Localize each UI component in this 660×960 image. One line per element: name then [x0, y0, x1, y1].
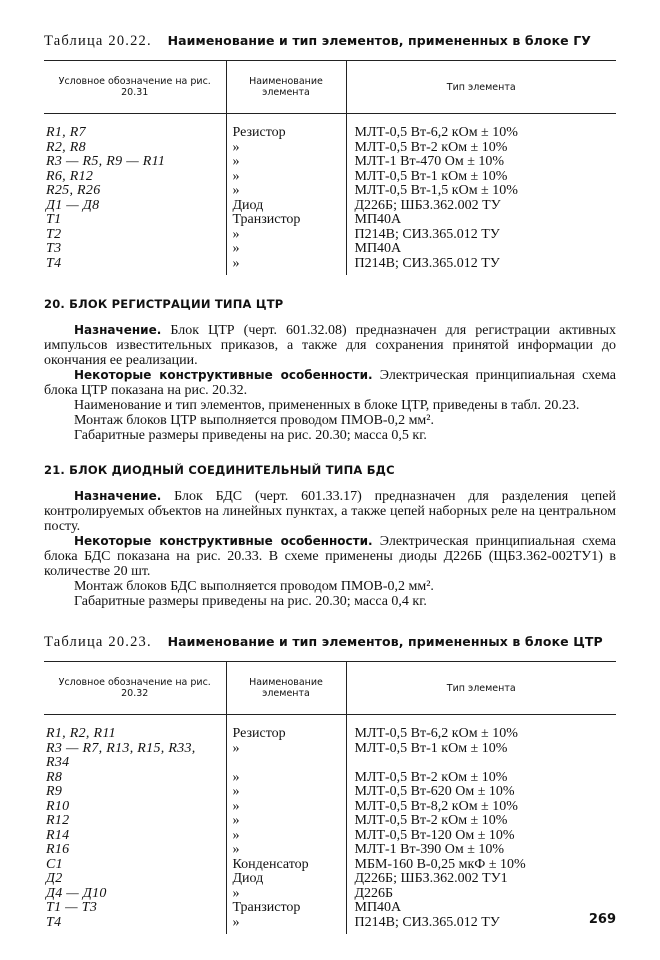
cell-designation: Т3	[46, 241, 62, 256]
section-heading-20: 20. БЛОК РЕГИСТРАЦИИ ТИПА ЦТР	[44, 297, 284, 311]
cell-element-name: »	[226, 141, 346, 156]
paragraph-text: Электрическая принципиальная схема блока ЦТР показана на рис. 20.32.	[44, 368, 617, 398]
cell-designation: R34	[46, 755, 70, 770]
cell-element-name: »	[226, 257, 346, 272]
cell-designation: R2, R8	[46, 139, 86, 155]
header-name: Наименование элемента	[226, 61, 346, 114]
table-row	[44, 126, 616, 141]
cell-element-type: П214В; СИЗ.365.012 ТУ	[346, 228, 616, 243]
table-row	[44, 901, 616, 916]
cell-element-type: МЛТ-0,5 Вт-1 кОм ± 10%	[346, 170, 616, 185]
cell-element-name: »	[226, 916, 346, 931]
table-title: Наименование и тип элементов, примененных в блоке ЦТР	[167, 634, 603, 649]
cell-designation: R12	[46, 813, 70, 828]
cell-element-type: П214В; СИЗ.365.012 ТУ	[346, 257, 616, 272]
cell-designation: R3 — R7, R13, R15, R33,	[46, 740, 196, 756]
cell-designation: Д2	[46, 871, 63, 886]
table-row	[44, 242, 616, 257]
cell-element-type: МП40А	[346, 901, 616, 916]
cell-element-name: Транзистор	[226, 213, 346, 228]
cell-element-type	[346, 756, 616, 771]
cell-element-type: Д226Б	[346, 887, 616, 902]
paragraph-text: Блок БДС (черт. 601.33.17) предназначен для разделения цепей контролируемых объектов на линейных пунктах, а также цепей наборных реле на центральном посту.	[44, 489, 616, 534]
cell-element-type: П214В; СИЗ.365.012 ТУ	[346, 916, 616, 931]
table-row	[44, 771, 616, 786]
paragraph-text: Блок ЦТР (черт. 601.32.08) предназначен для регистрации активных импульсов известительных приказов, а также для сохранения принятой информации до окончания ее реализации.	[44, 323, 616, 368]
header-name: Наименование элемента	[226, 662, 346, 715]
cell-element-name: »	[226, 228, 346, 243]
paragraph-text: Электрическая принципиальная схема блока БДС показана на рис. 20.33. В схеме применены диоды Д226Б (ЩБЗ.362-002ТУ1) в количестве 20 шт.	[44, 534, 617, 579]
cell-element-type: МЛТ-0,5 Вт-2 кОм ± 10%	[346, 141, 616, 156]
cell-element-type: МЛТ-0,5 Вт-6,2 кОм ± 10%	[346, 126, 616, 141]
cell-designation: С1	[46, 856, 63, 872]
cell-element-type: Д226Б; ШБЗ.362.002 ТУ	[346, 199, 616, 214]
cell-element-name: »	[226, 829, 346, 844]
cell-element-name: Конденсатор	[226, 858, 346, 873]
section-20-body	[44, 323, 616, 443]
cell-element-name: Диод	[226, 872, 346, 887]
table-row	[44, 170, 616, 185]
cell-designation: R10	[46, 798, 70, 814]
cell-designation: Д4 — Д10	[46, 885, 107, 901]
cell-designation: R3 — R5, R9 — R11	[46, 154, 166, 169]
table-row	[44, 829, 616, 844]
table-row	[44, 141, 616, 156]
paragraph	[44, 489, 616, 534]
header-type: Тип элемента	[346, 61, 616, 114]
paragraph: Габаритные размеры приведены на рис. 20.30; масса 0,5 кг.	[74, 428, 427, 443]
paragraph: Монтаж блоков ЦТР выполняется проводом ПМОВ-0,2 мм².	[74, 413, 434, 428]
table-ctr-body	[44, 715, 616, 935]
table-row	[44, 814, 616, 829]
cell-designation: Т2	[46, 226, 62, 242]
table-title: Наименование и тип элементов, примененных в блоке ГУ	[167, 33, 592, 48]
cell-element-name: Резистор	[226, 727, 346, 742]
paragraph: Монтаж блоков БДС выполняется проводом ПМОВ-0,2 мм².	[74, 579, 434, 594]
table-row	[44, 858, 616, 873]
keyword: Назначение.	[74, 489, 162, 503]
page	[44, 26, 616, 934]
table-row	[44, 872, 616, 887]
cell-element-type: Д226Б; ШБЗ.362.002 ТУ1	[346, 872, 616, 887]
cell-element-name: »	[226, 242, 346, 257]
header-designation: Условное обозначение на рис. 20.31	[44, 61, 226, 114]
cell-element-type: МЛТ-1 Вт-390 Ом ± 10%	[346, 843, 616, 858]
cell-designation: Т4	[46, 255, 62, 271]
cell-element-name: »	[226, 800, 346, 815]
table-row	[44, 257, 616, 272]
cell-designation: R14	[46, 827, 70, 843]
paragraph	[44, 368, 616, 398]
cell-designation: R1, R2, R11	[46, 726, 116, 741]
cell-element-type: МЛТ-0,5 Вт-8,2 кОм ± 10%	[346, 800, 616, 815]
cell-element-type: МЛТ-0,5 Вт-620 Ом ± 10%	[346, 785, 616, 800]
cell-element-name: »	[226, 170, 346, 185]
table-row	[44, 756, 616, 771]
keyword: Некоторые конструктивные особенности.	[74, 368, 373, 382]
table-label: Таблица 20.22.	[44, 33, 152, 49]
cell-designation: R9	[46, 784, 63, 799]
header-type: Тип элемента	[346, 662, 616, 715]
cell-designation: R16	[46, 842, 70, 857]
section-21-body	[44, 489, 616, 609]
cell-element-type: МЛТ-0,5 Вт-2 кОм ± 10%	[346, 771, 616, 786]
cell-designation: R1, R7	[46, 125, 86, 140]
cell-element-type: МЛТ-0,5 Вт-120 Ом ± 10%	[346, 829, 616, 844]
table-row	[44, 228, 616, 243]
table-caption-ctr	[44, 633, 616, 651]
cell-designation: R6, R12	[46, 168, 94, 184]
cell-element-name: Резистор	[226, 126, 346, 141]
cell-element-name: »	[226, 887, 346, 902]
cell-element-type: МЛТ-0,5 Вт-1,5 кОм ± 10%	[346, 184, 616, 199]
keyword: Некоторые конструктивные особенности.	[74, 534, 373, 548]
cell-element-type: МЛТ-0,5 Вт-2 кОм ± 10%	[346, 814, 616, 829]
cell-element-name: »	[226, 771, 346, 786]
cell-element-name: Диод	[226, 199, 346, 214]
paragraph: Наименование и тип элементов, примененных в блоке ЦТР, приведены в табл. 20.23.	[74, 398, 580, 413]
table-row	[44, 785, 616, 800]
paragraph: Габаритные размеры приведены на рис. 20.30; масса 0,4 кг.	[74, 594, 427, 609]
keyword: Назначение.	[74, 323, 162, 337]
table-row	[44, 800, 616, 815]
cell-element-type: МБМ-160 В-0,25 мкФ ± 10%	[346, 858, 616, 873]
cell-designation: Т1 — Т3	[46, 900, 98, 915]
table-row	[44, 155, 616, 170]
cell-element-type: МЛТ-1 Вт-470 Ом ± 10%	[346, 155, 616, 170]
table-row	[44, 727, 616, 742]
cell-element-name: »	[226, 155, 346, 170]
table-row	[44, 742, 616, 757]
spacer-row	[44, 715, 616, 728]
cell-designation: Д1 — Д8	[46, 197, 100, 213]
table-row	[44, 199, 616, 214]
cell-element-name	[226, 756, 346, 771]
table-row	[44, 916, 616, 931]
table-row	[44, 213, 616, 228]
cell-element-name: »	[226, 742, 346, 757]
cell-designation: R25, R26	[46, 183, 101, 198]
paragraph	[44, 534, 616, 579]
spacer-row	[44, 114, 616, 127]
cell-designation: Т4	[46, 914, 62, 930]
cell-designation: R8	[46, 769, 63, 785]
spacer-row	[44, 271, 616, 275]
page-number: 269	[588, 912, 616, 927]
cell-element-type: МП40А	[346, 213, 616, 228]
table-gu-body	[44, 114, 616, 276]
cell-element-name: »	[226, 814, 346, 829]
paragraph	[44, 323, 616, 368]
table-row	[44, 184, 616, 199]
table-row	[44, 843, 616, 858]
spacer-row	[44, 930, 616, 934]
table-gu	[44, 60, 616, 275]
section-heading-21: 21. БЛОК ДИОДНЫЙ СОЕДИНИТЕЛЬНЫЙ ТИПА БДС	[44, 463, 395, 477]
table-row	[44, 887, 616, 902]
header-designation: Условное обозначение на рис. 20.32	[44, 662, 226, 715]
cell-designation: Т1	[46, 212, 62, 227]
table-label: Таблица 20.23.	[44, 634, 152, 650]
cell-element-name: »	[226, 785, 346, 800]
cell-element-name: Транзистор	[226, 901, 346, 916]
cell-element-type: МЛТ-0,5 Вт-1 кОм ± 10%	[346, 742, 616, 757]
cell-element-type: МЛТ-0,5 Вт-6,2 кОм ± 10%	[346, 727, 616, 742]
cell-element-name: »	[226, 184, 346, 199]
table-ctr	[44, 661, 616, 934]
table-caption-gu	[44, 32, 616, 50]
cell-element-name: »	[226, 843, 346, 858]
cell-element-type: МП40А	[346, 242, 616, 257]
